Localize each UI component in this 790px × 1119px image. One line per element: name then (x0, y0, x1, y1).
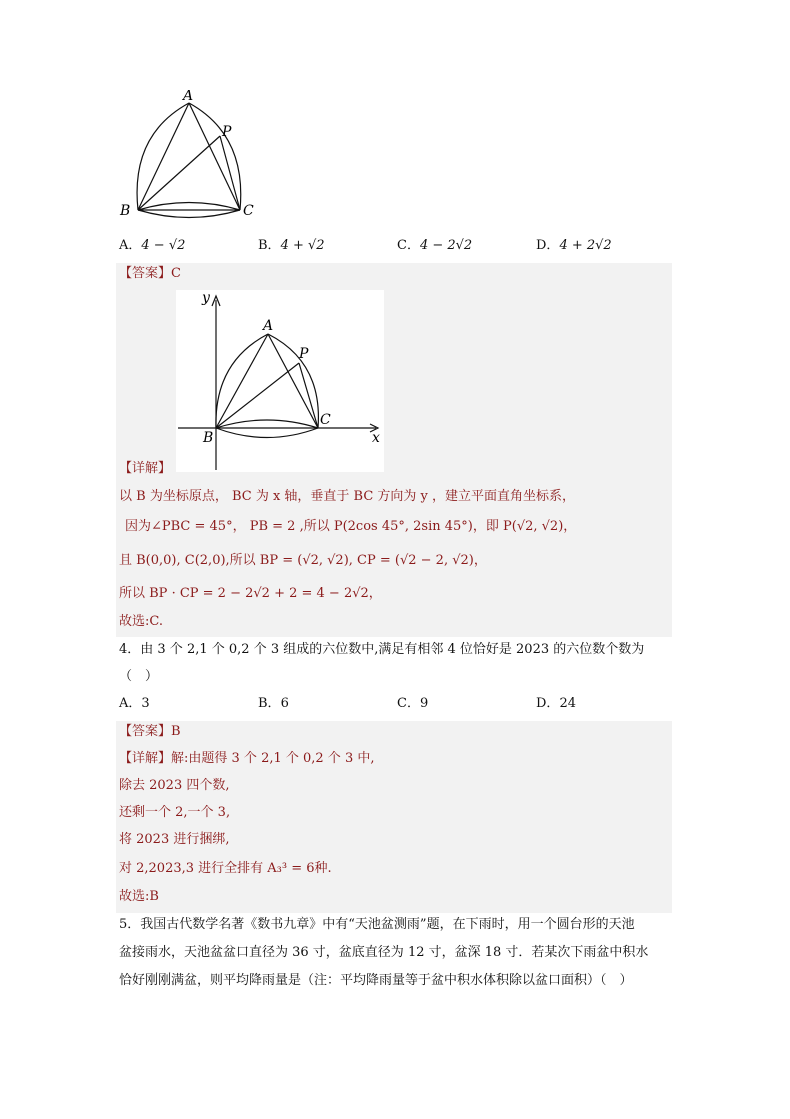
figure2-label-b: B (203, 430, 214, 446)
q3-option-a: A．4 − √2 (119, 238, 186, 253)
q3-detail-label: 【详解】 (119, 461, 172, 476)
q4-detail-line-4: 将 2023 进行捆绑, (119, 832, 230, 847)
q5-line-3: 恰好刚刚满盆，则平均降雨量是（注：平均降雨量等于盆中积水体积除以盆口面积）（ ） (119, 973, 633, 988)
figure2-label-p: P (299, 346, 309, 362)
q3-detail-line-3: 且 B(0,0), C(2,0),所以 BP = (√2, √2), CP = (√2 − 2, √2)， (119, 553, 487, 568)
q4-detail-line-5: 对 2,2023,3 进行全排有 A₃³ = 6种. (119, 861, 332, 876)
q4-option-c: C．9 (397, 696, 429, 711)
figure1-label-a: A (183, 90, 194, 104)
figure2-label-x: x (372, 430, 380, 446)
figure-coordinate-system (176, 290, 384, 472)
figure-reuleaux-triangle (115, 90, 265, 225)
q3-detail-line-4: 所以 BP · CP = 2 − 2√2 + 2 = 4 − 2√2， (119, 586, 382, 601)
q3-detail-line-2: 因为∠PBC = 45°， PB = 2 ,所以 P(2cos 45°, 2sin 45°)，即 P(√2, √2)， (125, 519, 577, 534)
q3-detail-line-5: 故选:C. (119, 614, 163, 629)
q3-detail-line-1: 以 B 为坐标原点， BC 为 x 轴，垂直于 BC 方向为 y ，建立平面直角坐标系， (119, 489, 576, 504)
q5-line-1: 5．我国古代数学名著《数书九章》中有“天池盆测雨”题，在下雨时，用一个圆台形的天池 (119, 917, 635, 932)
q4-stem-line-2: （ ） (119, 669, 159, 684)
q4-answer: 【答案】B (119, 724, 181, 739)
q3-option-b: B．4 + √2 (258, 238, 325, 253)
q4-detail-line-6: 故选:B (119, 889, 159, 904)
q4-option-a: A．3 (119, 696, 150, 711)
q3-option-d: D．4 + 2√2 (536, 238, 612, 253)
figure2-label-a: A (263, 318, 274, 334)
q4-option-d: D．24 (536, 696, 576, 711)
q3-answer: 【答案】C (119, 266, 181, 281)
q4-option-b: B．6 (258, 696, 289, 711)
figure2-label-c: C (320, 412, 331, 428)
figure1-label-b: B (120, 203, 131, 219)
figure2-label-y: y (202, 290, 210, 306)
q4-detail-line-3: 还剩一个 2,一个 3, (119, 805, 231, 820)
figure1-label-c: C (243, 203, 254, 219)
q3-option-c: C．4 − 2√2 (397, 238, 473, 253)
q5-line-2: 盆接雨水，天池盆盆口直径为 36 寸，盆底直径为 12 寸，盆深 18 寸．若某次下雨盆中积水 (119, 945, 649, 960)
q4-stem-line-1: 4．由 3 个 2,1 个 0,2 个 3 组成的六位数中,满足有相邻 4 位恰好是 2023 的六位数个数为 (119, 642, 645, 657)
q4-detail-line-1: 【详解】解:由题得 3 个 2,1 个 0,2 个 3 中, (119, 751, 375, 766)
q4-detail-line-2: 除去 2023 四个数, (119, 778, 230, 793)
figure1-label-p: P (222, 124, 232, 140)
